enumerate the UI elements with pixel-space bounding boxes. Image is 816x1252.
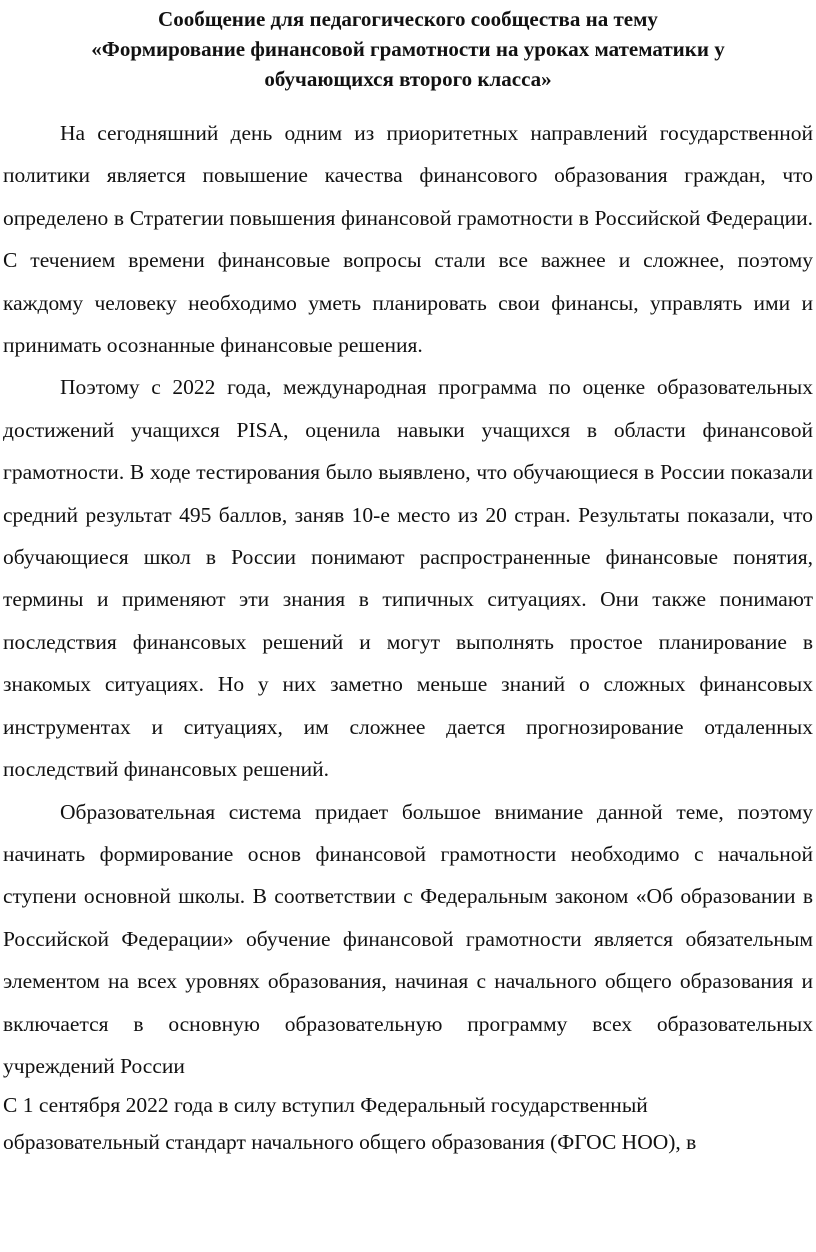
final-line-2: образовательный стандарт начального общего образования (ФГОС НОО), в — [3, 1130, 697, 1155]
paragraph-3: Образовательная система придает большое внимание данной теме, поэтому начинать формирование основ финансовой грамотности необходимо с начальной ступени основной школы. В соответствии с Федеральным законом «Об образовании в Российской Федерации» обучение финансовой грамотности является обязательным элементом на всех уровнях образования, начиная с начального общего образования и включается в основную образовательную программу всех образовательных учреждений России — [3, 799, 813, 1078]
document-title — [0, 0, 816, 94]
paragraph-4 — [3, 1087, 813, 1161]
title-line-1: Сообщение для педагогического сообщества на тему — [158, 7, 658, 31]
document-body — [3, 112, 813, 1161]
title-line-3: обучающихся второго класса» — [264, 67, 552, 91]
title-line-2: «Формирование финансовой грамотности на уроках математики у — [91, 37, 725, 61]
paragraph-2: Поэтому с 2022 года, международная программа по оценке образовательных достижений учащихся PISA, оценила навыки учащихся в области финансовой грамотности. В ходе тестирования было выявлено, что обучающиеся в России показали средний результат 495 баллов, заняв 10-е место из 20 стран. Результаты показали, что обучающиеся школ в России понимают распространенные финансовые понятия, термины и применяют эти знания в типичных ситуациях. Они также понимают последствия финансовых решений и могут выполнять простое планирование в знакомых ситуациях. Но у них заметно меньше знаний о сложных финансовых инструментах и ситуациях, им сложнее дается прогнозирование отдаленных последствий финансовых решений. — [3, 375, 813, 782]
paragraph-1: На сегодняшний день одним из приоритетных направлений государственной политики является повышение качества финансового образования граждан, что определено в Стратегии повышения финансовой грамотности в Российской Федерации. С течением времени финансовые вопросы стали все важнее и сложнее, поэтому каждому человеку необходимо уметь планировать свои финансы, управлять ими и принимать осознанные финансовые решения. — [3, 121, 813, 358]
final-line-1: С 1 сентября 2022 года в силу вступил Федеральный государственный — [3, 1093, 648, 1118]
